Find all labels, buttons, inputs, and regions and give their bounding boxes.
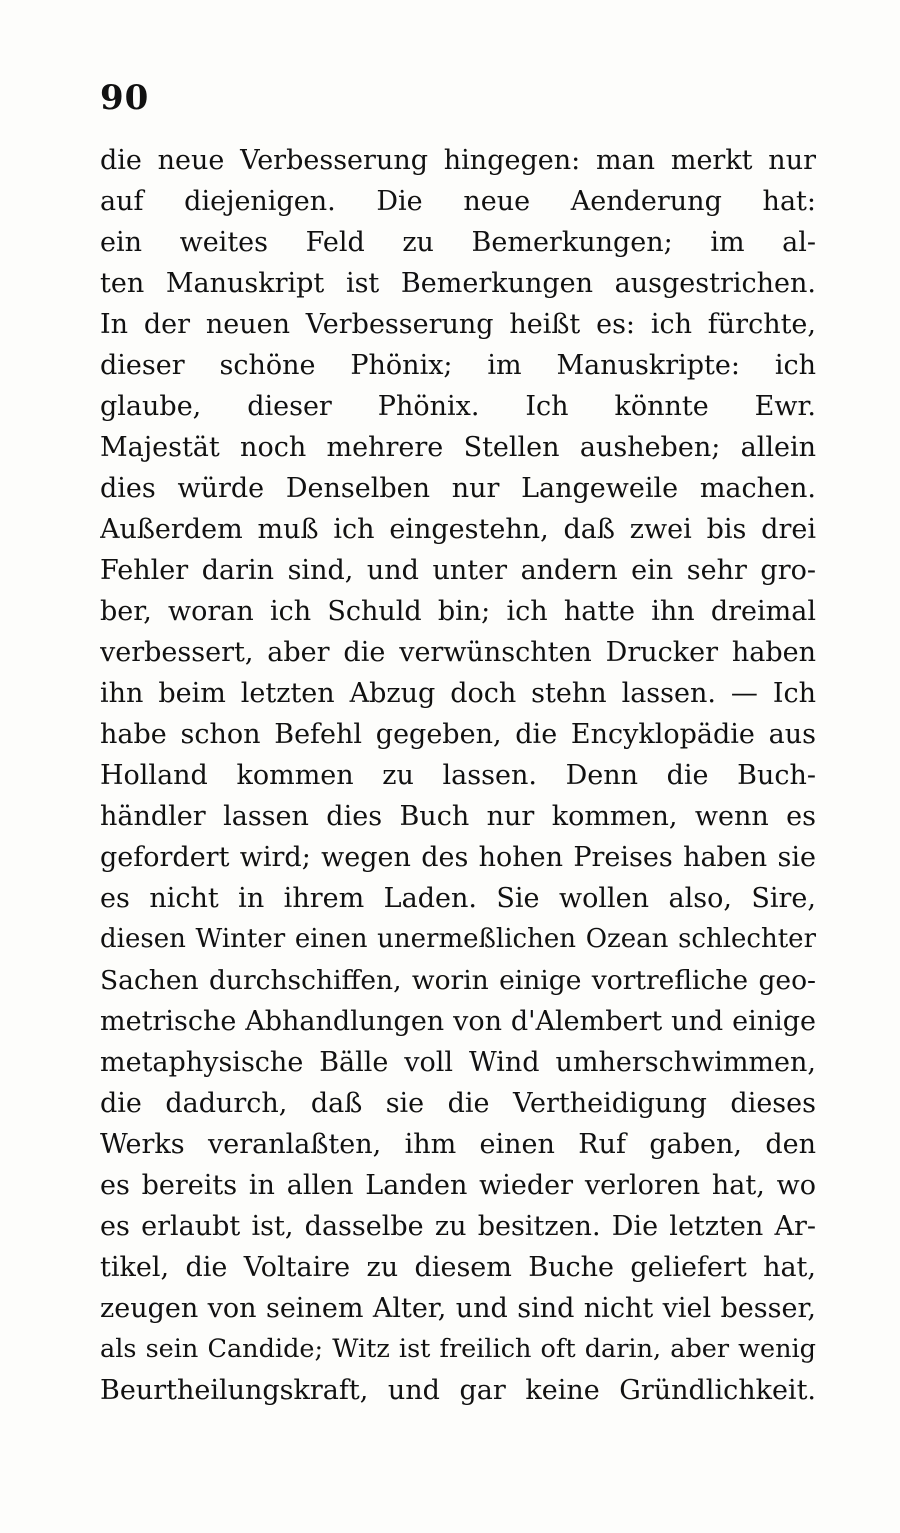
text-line: verbessert, aber die verwünschten Drucker haben: [100, 637, 816, 668]
text-line: es nicht in ihrem Laden. Sie wollen also, Sire,: [100, 883, 816, 914]
text-line: Beurtheilungskraft, und gar keine Gründlichkeit.: [100, 1375, 816, 1406]
text-line: Majestät noch mehrere Stellen ausheben; allein: [100, 432, 816, 463]
text-line: Werks veranlaßten, ihm einen Ruf gaben, den: [100, 1129, 816, 1160]
text-line: In der neuen Verbesserung heißt es: ich fürchte,: [100, 309, 816, 340]
text-line: ein weites Feld zu Bemerkungen; im al-: [100, 227, 816, 258]
text-line: es bereits in allen Landen wieder verloren hat, wo: [100, 1170, 816, 1201]
text-line: als sein Candide; Witz ist freilich oft darin, aber wenig: [100, 1334, 816, 1364]
text-line: es erlaubt ist, dasselbe zu besitzen. Die letzten Ar-: [100, 1211, 816, 1242]
text-line: händler lassen dies Buch nur kommen, wenn es: [100, 801, 816, 832]
text-line: Holland kommen zu lassen. Denn die Buch-: [100, 760, 816, 791]
text-line: die neue Verbesserung hingegen: man merkt nur: [100, 145, 816, 176]
text-line: metaphysische Bälle voll Wind umherschwimmen,: [100, 1047, 816, 1078]
text-line: metrische Abhandlungen von d'Alembert und einige: [100, 1006, 816, 1037]
text-line: tikel, die Voltaire zu diesem Buche geliefert hat,: [100, 1252, 816, 1283]
text-line: dieser schöne Phönix; im Manuskripte: ich: [100, 350, 816, 381]
text-line: ber, woran ich Schuld bin; ich hatte ihn dreimal: [100, 596, 816, 627]
text-line: zeugen von seinem Alter, und sind nicht viel besser,: [100, 1293, 816, 1324]
text-line: Fehler darin sind, und unter andern ein sehr gro-: [100, 555, 816, 586]
text-line: diesen Winter einen unermeßlichen Ozean schlechter: [100, 924, 816, 954]
text-line: dies würde Denselben nur Langeweile machen.: [100, 473, 816, 504]
text-line: Außerdem muß ich eingestehn, daß zwei bis drei: [100, 514, 816, 545]
text-line: ten Manuskript ist Bemerkungen ausgestrichen.: [100, 268, 816, 299]
text-line: ihn beim letzten Abzug doch stehn lassen. — Ich: [100, 678, 816, 709]
text-line: die dadurch, daß sie die Vertheidigung dieses: [100, 1088, 816, 1119]
text-line: auf diejenigen. Die neue Aenderung hat:: [100, 186, 816, 217]
text-line: gefordert wird; wegen des hohen Preises haben sie: [100, 842, 816, 873]
text-line: glaube, dieser Phönix. Ich könnte Ewr.: [100, 391, 816, 422]
body-text: [100, 140, 816, 1411]
text-line: Sachen durchschiffen, worin einige vortrefliche geo-: [100, 965, 816, 996]
text-line: habe schon Befehl gegeben, die Encyklopädie aus: [100, 719, 816, 750]
page-number: 90: [100, 78, 150, 118]
